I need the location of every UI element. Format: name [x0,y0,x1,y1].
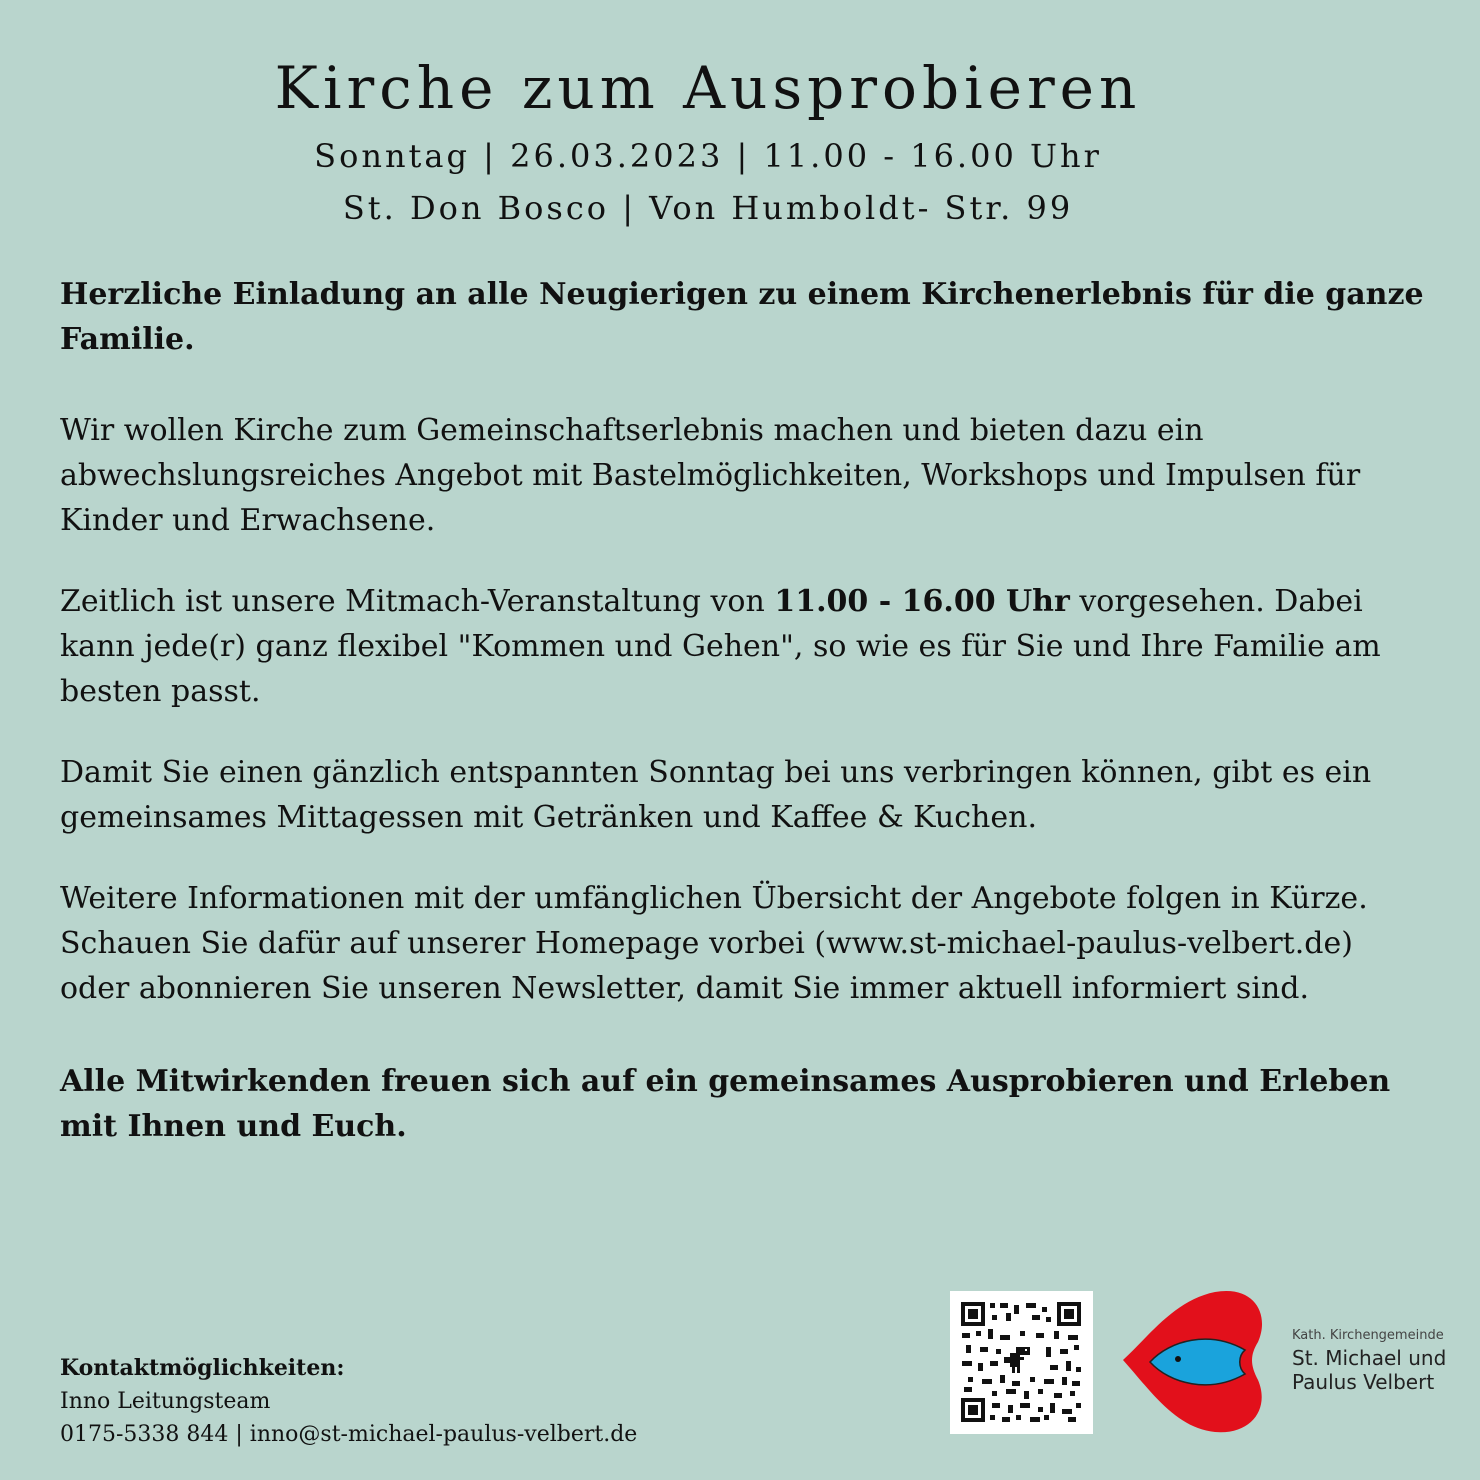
contact-details: 0175-5338 844 | inno@st-michael-paulus-velbert.de [60,1422,638,1447]
paragraph-offer: Wir wollen Kirche zum Gemeinschaftserlebnis machen und bieten dazu ein abwechslungsreiches Angebot mit Bastelmöglichkeiten, Workshops und Impulsen für Kinder und Erwachsene. [60,413,1361,538]
time-highlight: 11.00 - 16.00 Uhr [774,584,1070,619]
date-line: Sonntag | 26.03.2023 | 11.00 - 16.00 Uhr [314,137,1102,175]
heart-fish-logo-icon [1120,1290,1275,1435]
header [0,52,1416,234]
page-title: Kirche zum Ausprobieren [274,54,1142,122]
parish-logo-text [1292,1326,1446,1394]
dinosaur-icon [1004,1347,1030,1373]
time-text-before: Zeitlich ist unsere Mitmach-Veranstaltung von [60,584,775,619]
contact-name: Inno Leitungsteam [60,1389,271,1414]
paragraph-time [60,579,1430,714]
parish-subtitle: Kath. Kirchengemeinde [1292,1328,1444,1343]
closing-paragraph: Alle Mitwirkenden freuen sich auf ein gemeinsames Ausprobieren und Erleben mit Ihnen und Euch. [60,1064,1391,1144]
contact-label: Kontaktmöglichkeiten: [60,1355,345,1381]
time-text-after: vorgesehen. Dabei kann jede(r) ganz flexibel "Kommen und Gehen", so wie es für Sie und Ihre Familie am besten passt. [60,584,1381,709]
qr-code-icon[interactable] [950,1291,1093,1434]
paragraph-food: Damit Sie einen gänzlich entspannten Sonntag bei uns verbringen können, gibt es ein gemeinsames Mittagessen mit Getränken und Kaffee & Kuchen. [60,755,1372,835]
body-text [60,272,1430,1149]
intro-paragraph: Herzliche Einladung an alle Neugierigen zu einem Kirchenerlebnis für die ganze Familie. [60,277,1424,357]
paragraph-info: Weitere Informationen mit der umfänglichen Übersicht der Angebote folgen in Kürze. Schauen Sie dafür auf unserer Homepage vorbei (www.st-michael-paulus-velbert.de) oder abonnieren Sie unseren Newsletter, damit Sie immer aktuell informiert sind. [60,881,1368,1006]
contact-block [60,1352,637,1451]
qr-code-graphic [950,1291,1093,1434]
parish-name-line2: Paulus Velbert [1292,1370,1435,1394]
location-line: St. Don Bosco | Von Humboldt- Str. 99 [342,189,1074,227]
parish-name-line1: St. Michael und [1292,1346,1447,1370]
